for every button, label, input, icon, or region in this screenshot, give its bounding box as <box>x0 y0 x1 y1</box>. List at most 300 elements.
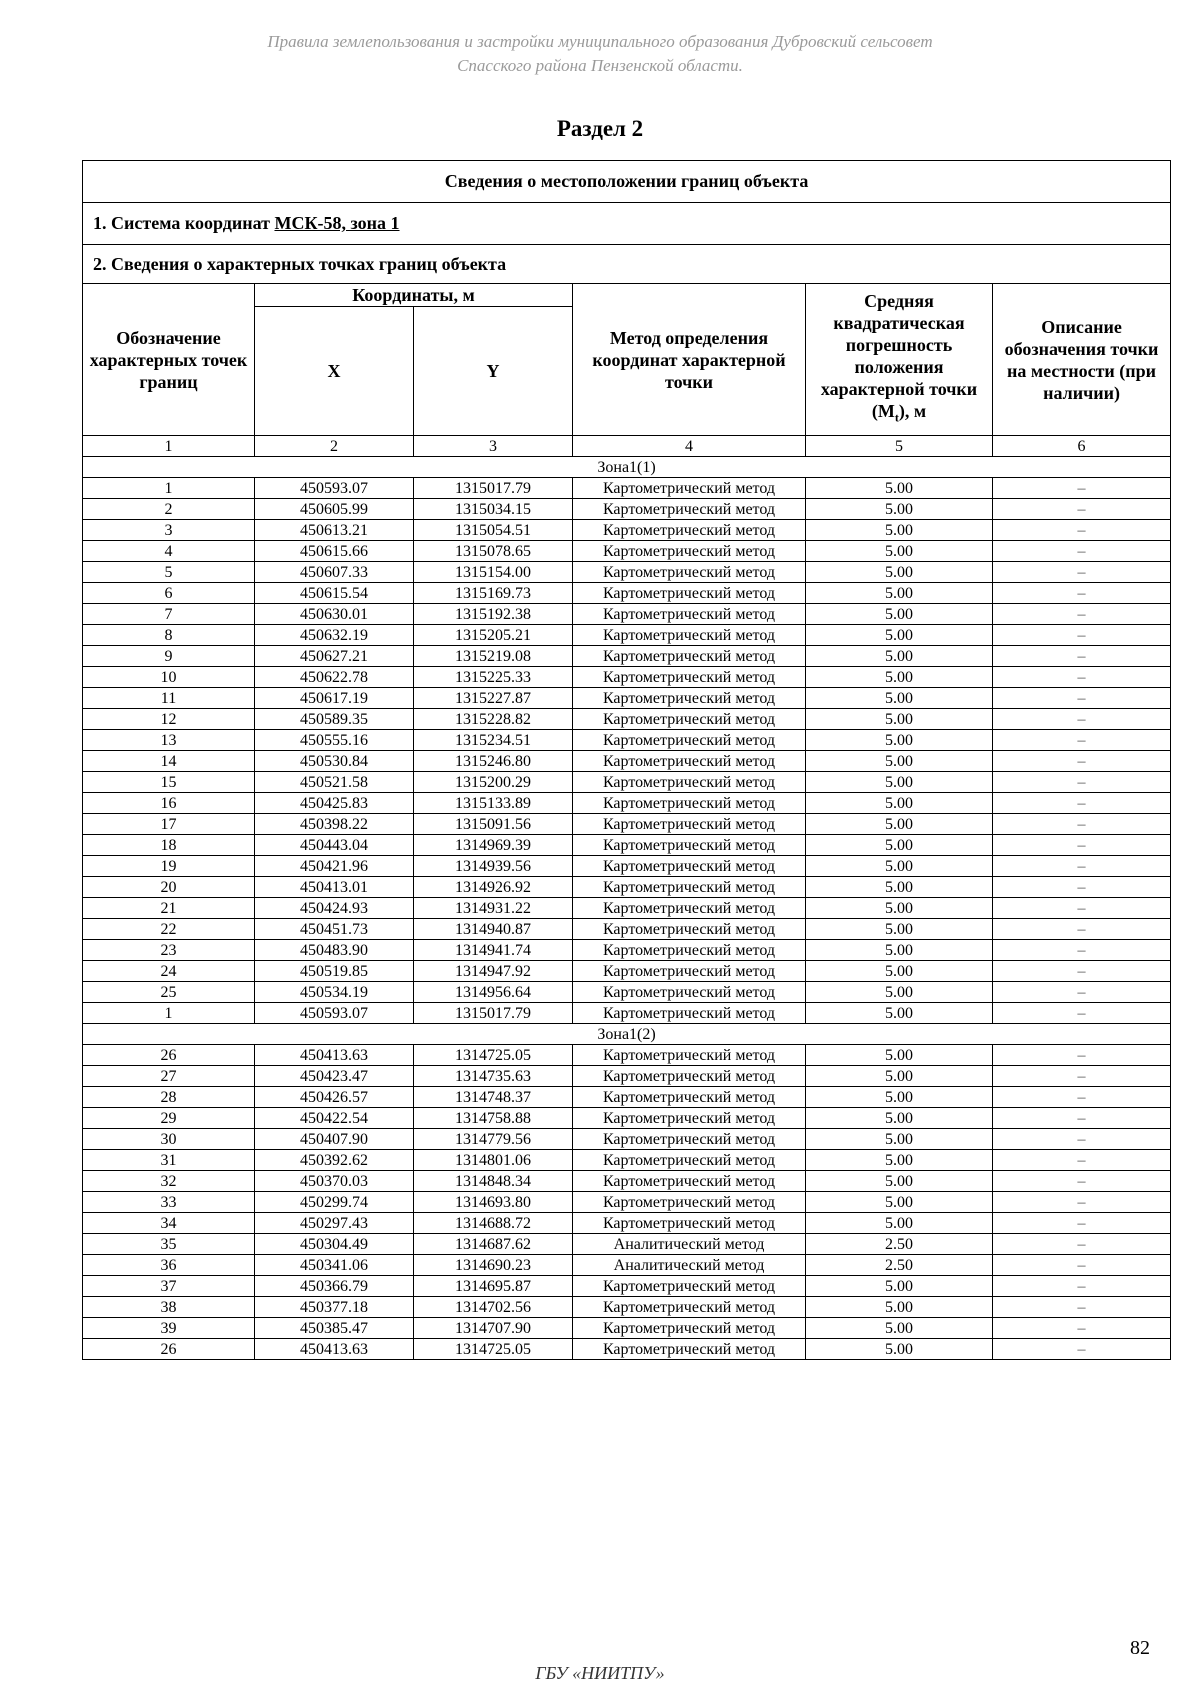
error-cell: 2.50 <box>806 1255 993 1276</box>
description-cell: – <box>993 919 1171 940</box>
method-cell: Картометрический метод <box>573 562 806 583</box>
description-cell: – <box>993 1318 1171 1339</box>
error-cell: 5.00 <box>806 520 993 541</box>
zone-name: Зона1(2) <box>83 1024 1171 1045</box>
method-cell: Аналитический метод <box>573 1234 806 1255</box>
point-number-cell: 28 <box>83 1087 255 1108</box>
x-coordinate-cell: 450613.21 <box>255 520 414 541</box>
x-coordinate-cell: 450424.93 <box>255 898 414 919</box>
error-cell: 5.00 <box>806 1066 993 1087</box>
point-number-cell: 7 <box>83 604 255 625</box>
x-coordinate-cell: 450622.78 <box>255 667 414 688</box>
point-number-cell: 19 <box>83 856 255 877</box>
table-row <box>83 1192 1171 1213</box>
method-cell: Картометрический метод <box>573 772 806 793</box>
error-cell: 5.00 <box>806 499 993 520</box>
points-section-title: 2. Сведения о характерных точках границ объекта <box>83 245 1171 284</box>
method-cell: Картометрический метод <box>573 625 806 646</box>
coordinate-system-value: МСК-58, зона 1 <box>274 213 400 233</box>
description-cell: – <box>993 541 1171 562</box>
coordinate-system-row <box>83 203 1171 245</box>
zone-name: Зона1(1) <box>83 457 1171 478</box>
running-header-line-1: Правила землепользования и застройки муниципального образования Дубровский сельсовет <box>267 32 933 51</box>
description-cell: – <box>993 961 1171 982</box>
point-number-cell: 1 <box>83 1003 255 1024</box>
y-coordinate-cell: 1314693.80 <box>414 1192 573 1213</box>
y-coordinate-cell: 1315227.87 <box>414 688 573 709</box>
error-cell: 5.00 <box>806 940 993 961</box>
x-coordinate-cell: 450299.74 <box>255 1192 414 1213</box>
description-cell: – <box>993 562 1171 583</box>
description-cell: – <box>993 814 1171 835</box>
error-cell: 5.00 <box>806 1276 993 1297</box>
point-number-cell: 26 <box>83 1045 255 1066</box>
table-row <box>83 1276 1171 1297</box>
point-number-cell: 11 <box>83 688 255 709</box>
point-number-cell: 20 <box>83 877 255 898</box>
description-cell: – <box>993 856 1171 877</box>
column-number: 6 <box>993 436 1171 457</box>
x-coordinate-cell: 450413.63 <box>255 1045 414 1066</box>
error-cell: 5.00 <box>806 541 993 562</box>
table-row <box>83 1171 1171 1192</box>
error-cell: 5.00 <box>806 1192 993 1213</box>
table-title: Сведения о местоположении границ объекта <box>83 161 1171 203</box>
method-cell: Картометрический метод <box>573 1003 806 1024</box>
error-cell: 5.00 <box>806 1129 993 1150</box>
column-number: 1 <box>83 436 255 457</box>
point-number-cell: 15 <box>83 772 255 793</box>
point-number-cell: 34 <box>83 1213 255 1234</box>
method-cell: Картометрический метод <box>573 1087 806 1108</box>
footer-organization: ГБУ «НИИТПУ» <box>535 1663 665 1683</box>
point-number-cell: 16 <box>83 793 255 814</box>
y-coordinate-cell: 1315133.89 <box>414 793 573 814</box>
y-coordinate-cell: 1314687.62 <box>414 1234 573 1255</box>
y-coordinate-cell: 1315054.51 <box>414 520 573 541</box>
table-row <box>83 1234 1171 1255</box>
y-coordinate-cell: 1315078.65 <box>414 541 573 562</box>
x-coordinate-cell: 450377.18 <box>255 1297 414 1318</box>
point-number-cell: 37 <box>83 1276 255 1297</box>
y-coordinate-cell: 1315169.73 <box>414 583 573 604</box>
y-coordinate-cell: 1314801.06 <box>414 1150 573 1171</box>
method-cell: Картометрический метод <box>573 919 806 940</box>
y-coordinate-cell: 1314690.23 <box>414 1255 573 1276</box>
table-row <box>83 604 1171 625</box>
method-cell: Картометрический метод <box>573 499 806 520</box>
point-number-cell: 30 <box>83 1129 255 1150</box>
description-cell: – <box>993 940 1171 961</box>
method-cell: Картометрический метод <box>573 541 806 562</box>
table-row <box>83 814 1171 835</box>
point-number-cell: 10 <box>83 667 255 688</box>
y-coordinate-cell: 1315228.82 <box>414 709 573 730</box>
description-cell: – <box>993 1171 1171 1192</box>
method-cell: Картометрический метод <box>573 1129 806 1150</box>
point-number-cell: 35 <box>83 1234 255 1255</box>
header-description: Описание обозначения точки на местности (при наличии) <box>993 284 1171 436</box>
description-cell: – <box>993 1066 1171 1087</box>
table-row <box>83 709 1171 730</box>
description-cell: – <box>993 1297 1171 1318</box>
description-cell: – <box>993 1192 1171 1213</box>
table-row <box>83 877 1171 898</box>
column-number-row <box>83 436 1171 457</box>
x-coordinate-cell: 450421.96 <box>255 856 414 877</box>
method-cell: Картометрический метод <box>573 1318 806 1339</box>
method-cell: Картометрический метод <box>573 604 806 625</box>
method-cell: Картометрический метод <box>573 961 806 982</box>
y-coordinate-cell: 1314702.56 <box>414 1297 573 1318</box>
x-coordinate-cell: 450304.49 <box>255 1234 414 1255</box>
description-cell: – <box>993 1003 1171 1024</box>
table-row <box>83 1339 1171 1360</box>
table-row <box>83 1255 1171 1276</box>
y-coordinate-cell: 1314956.64 <box>414 982 573 1003</box>
description-cell: – <box>993 982 1171 1003</box>
x-coordinate-cell: 450426.57 <box>255 1087 414 1108</box>
point-number-cell: 6 <box>83 583 255 604</box>
error-cell: 5.00 <box>806 982 993 1003</box>
method-cell: Картометрический метод <box>573 856 806 877</box>
x-coordinate-cell: 450555.16 <box>255 730 414 751</box>
description-cell: – <box>993 478 1171 499</box>
table-row <box>83 625 1171 646</box>
x-coordinate-cell: 450423.47 <box>255 1066 414 1087</box>
table-row <box>83 835 1171 856</box>
x-coordinate-cell: 450297.43 <box>255 1213 414 1234</box>
table-row <box>83 646 1171 667</box>
table-row <box>83 667 1171 688</box>
x-coordinate-cell: 450398.22 <box>255 814 414 835</box>
method-cell: Картометрический метод <box>573 688 806 709</box>
y-coordinate-cell: 1315246.80 <box>414 751 573 772</box>
error-cell: 5.00 <box>806 898 993 919</box>
table-row <box>83 1213 1171 1234</box>
x-coordinate-cell: 450632.19 <box>255 625 414 646</box>
point-number-cell: 32 <box>83 1171 255 1192</box>
header-coordinates: Координаты, м <box>255 284 573 307</box>
x-coordinate-cell: 450615.54 <box>255 583 414 604</box>
error-cell: 5.00 <box>806 646 993 667</box>
y-coordinate-cell: 1314848.34 <box>414 1171 573 1192</box>
table-row <box>83 688 1171 709</box>
error-cell: 5.00 <box>806 877 993 898</box>
point-number-cell: 39 <box>83 1318 255 1339</box>
method-cell: Картометрический метод <box>573 667 806 688</box>
error-cell: 5.00 <box>806 1003 993 1024</box>
y-coordinate-cell: 1314725.05 <box>414 1339 573 1360</box>
description-cell: – <box>993 688 1171 709</box>
error-cell: 5.00 <box>806 793 993 814</box>
description-cell: – <box>993 1045 1171 1066</box>
point-number-cell: 5 <box>83 562 255 583</box>
point-number-cell: 3 <box>83 520 255 541</box>
method-cell: Картометрический метод <box>573 730 806 751</box>
description-cell: – <box>993 772 1171 793</box>
point-number-cell: 29 <box>83 1108 255 1129</box>
method-cell: Картометрический метод <box>573 898 806 919</box>
description-cell: – <box>993 1108 1171 1129</box>
y-coordinate-cell: 1314779.56 <box>414 1129 573 1150</box>
y-coordinate-cell: 1315017.79 <box>414 1003 573 1024</box>
y-coordinate-cell: 1314969.39 <box>414 835 573 856</box>
error-cell: 5.00 <box>806 835 993 856</box>
method-cell: Аналитический метод <box>573 1255 806 1276</box>
table-row <box>83 898 1171 919</box>
header-error-unit: ), м <box>898 401 927 422</box>
x-coordinate-cell: 450443.04 <box>255 835 414 856</box>
method-cell: Картометрический метод <box>573 1339 806 1360</box>
header-designation: Обозначение характерных точек границ <box>83 284 255 436</box>
description-cell: – <box>993 709 1171 730</box>
running-header <box>0 30 1200 78</box>
boundary-points-table <box>82 160 1171 1360</box>
y-coordinate-cell: 1315219.08 <box>414 646 573 667</box>
description-cell: – <box>993 898 1171 919</box>
coordinate-system-label: 1. Система координат <box>93 213 275 233</box>
x-coordinate-cell: 450521.58 <box>255 772 414 793</box>
point-number-cell: 4 <box>83 541 255 562</box>
error-cell: 5.00 <box>806 961 993 982</box>
point-number-cell: 17 <box>83 814 255 835</box>
x-coordinate-cell: 450617.19 <box>255 688 414 709</box>
header-error-text: Средняя квадратическая погрешность положения характерной точки (M <box>820 291 978 422</box>
page-number: 82 <box>1130 1637 1150 1659</box>
point-number-cell: 27 <box>83 1066 255 1087</box>
error-cell: 5.00 <box>806 772 993 793</box>
description-cell: – <box>993 646 1171 667</box>
table-row <box>83 583 1171 604</box>
y-coordinate-cell: 1314931.22 <box>414 898 573 919</box>
x-coordinate-cell: 450451.73 <box>255 919 414 940</box>
table-row <box>83 520 1171 541</box>
method-cell: Картометрический метод <box>573 1297 806 1318</box>
point-number-cell: 13 <box>83 730 255 751</box>
method-cell: Картометрический метод <box>573 751 806 772</box>
error-cell: 5.00 <box>806 919 993 940</box>
y-coordinate-cell: 1315200.29 <box>414 772 573 793</box>
column-number: 4 <box>573 436 806 457</box>
description-cell: – <box>993 520 1171 541</box>
description-cell: – <box>993 1129 1171 1150</box>
error-cell: 5.00 <box>806 1087 993 1108</box>
y-coordinate-cell: 1315154.00 <box>414 562 573 583</box>
point-number-cell: 23 <box>83 940 255 961</box>
x-coordinate-cell: 450413.01 <box>255 877 414 898</box>
point-number-cell: 21 <box>83 898 255 919</box>
table-row <box>83 940 1171 961</box>
description-cell: – <box>993 1213 1171 1234</box>
y-coordinate-cell: 1315017.79 <box>414 478 573 499</box>
point-number-cell: 31 <box>83 1150 255 1171</box>
description-cell: – <box>993 1255 1171 1276</box>
point-number-cell: 22 <box>83 919 255 940</box>
error-cell: 5.00 <box>806 1318 993 1339</box>
error-cell: 5.00 <box>806 688 993 709</box>
table-row <box>83 919 1171 940</box>
point-number-cell: 14 <box>83 751 255 772</box>
table-row <box>83 1003 1171 1024</box>
y-coordinate-cell: 1315091.56 <box>414 814 573 835</box>
table-row <box>83 751 1171 772</box>
table-row <box>83 478 1171 499</box>
method-cell: Картометрический метод <box>573 793 806 814</box>
error-cell: 5.00 <box>806 1045 993 1066</box>
table-row <box>83 730 1171 751</box>
y-coordinate-cell: 1314939.56 <box>414 856 573 877</box>
zone-header-row <box>83 457 1171 478</box>
x-coordinate-cell: 450605.99 <box>255 499 414 520</box>
description-cell: – <box>993 604 1171 625</box>
y-coordinate-cell: 1315192.38 <box>414 604 573 625</box>
method-cell: Картометрический метод <box>573 478 806 499</box>
method-cell: Картометрический метод <box>573 583 806 604</box>
header-error-subscript: t <box>894 410 899 425</box>
table-row <box>83 1297 1171 1318</box>
header-y: Y <box>414 307 573 436</box>
x-coordinate-cell: 450341.06 <box>255 1255 414 1276</box>
table-row <box>83 1108 1171 1129</box>
running-header-line-2: Спасского района Пензенской области. <box>457 56 743 75</box>
error-cell: 5.00 <box>806 478 993 499</box>
method-cell: Картометрический метод <box>573 1276 806 1297</box>
column-number: 2 <box>255 436 414 457</box>
x-coordinate-cell: 450534.19 <box>255 982 414 1003</box>
table-row <box>83 499 1171 520</box>
x-coordinate-cell: 450422.54 <box>255 1108 414 1129</box>
description-cell: – <box>993 1087 1171 1108</box>
y-coordinate-cell: 1314758.88 <box>414 1108 573 1129</box>
point-number-cell: 8 <box>83 625 255 646</box>
description-cell: – <box>993 877 1171 898</box>
x-coordinate-cell: 450615.66 <box>255 541 414 562</box>
description-cell: – <box>993 583 1171 604</box>
table-row <box>83 982 1171 1003</box>
description-cell: – <box>993 1234 1171 1255</box>
error-cell: 5.00 <box>806 1297 993 1318</box>
error-cell: 5.00 <box>806 1213 993 1234</box>
x-coordinate-cell: 450413.63 <box>255 1339 414 1360</box>
description-cell: – <box>993 793 1171 814</box>
x-coordinate-cell: 450425.83 <box>255 793 414 814</box>
point-number-cell: 36 <box>83 1255 255 1276</box>
y-coordinate-cell: 1315205.21 <box>414 625 573 646</box>
x-coordinate-cell: 450630.01 <box>255 604 414 625</box>
table-row <box>83 856 1171 877</box>
error-cell: 5.00 <box>806 730 993 751</box>
x-coordinate-cell: 450370.03 <box>255 1171 414 1192</box>
point-number-cell: 9 <box>83 646 255 667</box>
y-coordinate-cell: 1315034.15 <box>414 499 573 520</box>
table-row <box>83 793 1171 814</box>
method-cell: Картометрический метод <box>573 1171 806 1192</box>
description-cell: – <box>993 499 1171 520</box>
table-row <box>83 1045 1171 1066</box>
error-cell: 5.00 <box>806 562 993 583</box>
description-cell: – <box>993 751 1171 772</box>
description-cell: – <box>993 625 1171 646</box>
point-number-cell: 1 <box>83 478 255 499</box>
point-number-cell: 33 <box>83 1192 255 1213</box>
point-number-cell: 25 <box>83 982 255 1003</box>
method-cell: Картометрический метод <box>573 1150 806 1171</box>
error-cell: 5.00 <box>806 1339 993 1360</box>
zone-header-row <box>83 1024 1171 1045</box>
description-cell: – <box>993 1150 1171 1171</box>
y-coordinate-cell: 1314926.92 <box>414 877 573 898</box>
header-error <box>806 284 993 436</box>
table-row <box>83 1129 1171 1150</box>
point-number-cell: 24 <box>83 961 255 982</box>
table-row <box>83 541 1171 562</box>
y-coordinate-cell: 1314695.87 <box>414 1276 573 1297</box>
description-cell: – <box>993 730 1171 751</box>
x-coordinate-cell: 450607.33 <box>255 562 414 583</box>
x-coordinate-cell: 450392.62 <box>255 1150 414 1171</box>
method-cell: Картометрический метод <box>573 646 806 667</box>
y-coordinate-cell: 1315234.51 <box>414 730 573 751</box>
x-coordinate-cell: 450519.85 <box>255 961 414 982</box>
method-cell: Картометрический метод <box>573 1066 806 1087</box>
table-row <box>83 1087 1171 1108</box>
x-coordinate-cell: 450407.90 <box>255 1129 414 1150</box>
x-coordinate-cell: 450627.21 <box>255 646 414 667</box>
y-coordinate-cell: 1314688.72 <box>414 1213 573 1234</box>
y-coordinate-cell: 1315225.33 <box>414 667 573 688</box>
x-coordinate-cell: 450530.84 <box>255 751 414 772</box>
table-row <box>83 562 1171 583</box>
y-coordinate-cell: 1314707.90 <box>414 1318 573 1339</box>
error-cell: 5.00 <box>806 1108 993 1129</box>
method-cell: Картометрический метод <box>573 1108 806 1129</box>
column-number: 5 <box>806 436 993 457</box>
y-coordinate-cell: 1314735.63 <box>414 1066 573 1087</box>
table-row <box>83 772 1171 793</box>
x-coordinate-cell: 450593.07 <box>255 478 414 499</box>
x-coordinate-cell: 450593.07 <box>255 1003 414 1024</box>
error-cell: 5.00 <box>806 709 993 730</box>
y-coordinate-cell: 1314748.37 <box>414 1087 573 1108</box>
section-title: Раздел 2 <box>556 116 644 141</box>
method-cell: Картометрический метод <box>573 1213 806 1234</box>
method-cell: Картометрический метод <box>573 835 806 856</box>
x-coordinate-cell: 450483.90 <box>255 940 414 961</box>
table-row <box>83 1318 1171 1339</box>
error-cell: 5.00 <box>806 1171 993 1192</box>
error-cell: 2.50 <box>806 1234 993 1255</box>
x-coordinate-cell: 450366.79 <box>255 1276 414 1297</box>
point-number-cell: 26 <box>83 1339 255 1360</box>
y-coordinate-cell: 1314940.87 <box>414 919 573 940</box>
table-row <box>83 1150 1171 1171</box>
column-number: 3 <box>414 436 573 457</box>
y-coordinate-cell: 1314725.05 <box>414 1045 573 1066</box>
method-cell: Картометрический метод <box>573 877 806 898</box>
method-cell: Картометрический метод <box>573 1045 806 1066</box>
point-number-cell: 38 <box>83 1297 255 1318</box>
method-cell: Картометрический метод <box>573 982 806 1003</box>
table-row <box>83 961 1171 982</box>
point-number-cell: 18 <box>83 835 255 856</box>
error-cell: 5.00 <box>806 814 993 835</box>
x-coordinate-cell: 450589.35 <box>255 709 414 730</box>
method-cell: Картометрический метод <box>573 814 806 835</box>
description-cell: – <box>993 835 1171 856</box>
header-method: Метод определения координат характерной точки <box>573 284 806 436</box>
method-cell: Картометрический метод <box>573 520 806 541</box>
